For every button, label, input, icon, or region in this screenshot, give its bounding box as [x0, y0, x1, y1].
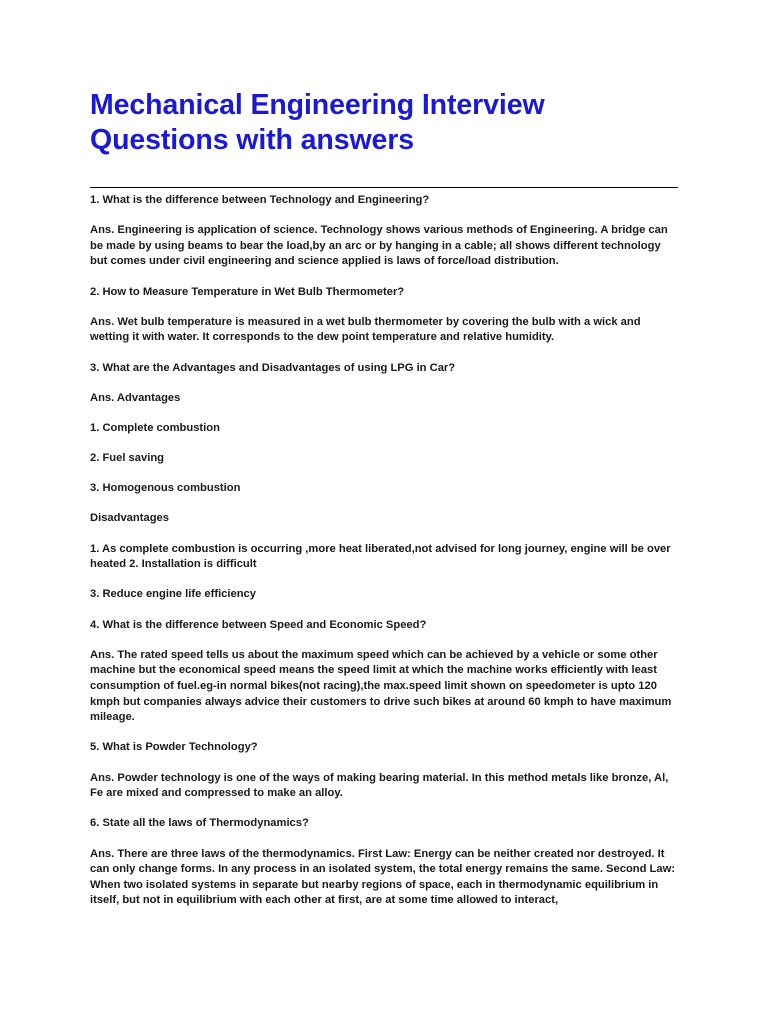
title-divider — [90, 187, 678, 188]
advantage-item-2: 2. Fuel saving — [90, 452, 164, 465]
answer-2: Ans. Wet bulb temperature is measured in a wet bulb thermometer by covering the bulb with a wick and wetting it with water. It corresponds to the dew point temperature and relative humidity. — [90, 315, 641, 344]
question-4: 4. What is the difference between Speed and Economic Speed? — [90, 618, 427, 631]
disadvantages-heading: Disadvantages — [90, 512, 169, 525]
answer-4: Ans. The rated speed tells us about the maximum speed which can be achieved by a vehicle or some other machine but the economical speed means the speed limit at which the machine works efficiently with least consumption of fuel.eg-in normal bikes(not racing),the max.speed limit shown on speedometer is upto 120 kmph but companies always advice their customers to drive such bikes at around 60 kmph to have maximum mileage. — [90, 648, 672, 724]
title-line-1: Mechanical Engineering Interview — [90, 89, 545, 121]
disadvantage-item-3: 3. Reduce engine life efficiency — [90, 588, 257, 601]
advantage-item-1: 1. Complete combustion — [90, 421, 220, 434]
question-3: 3. What are the Advantages and Disadvantages of using LPG in Car? — [90, 361, 456, 374]
disadvantage-item-1-2: 1. As complete combustion is occurring ,more heat liberated,not advised for long journey, engine will be over heated 2. Installation is difficult — [90, 542, 671, 571]
page-title — [90, 88, 678, 158]
question-1: 1. What is the difference between Technology and Engineering? — [90, 194, 430, 206]
question-2: 2. How to Measure Temperature in Wet Bulb Thermometer? — [90, 285, 405, 298]
advantage-item-3: 3. Homogenous combustion — [90, 482, 241, 495]
answer-6: Ans. There are three laws of the thermodynamics. First Law: Energy can be neither created nor destroyed. It can only change forms. In any process in an isolated system, the total energy remains the same. Second Law: When two isolated systems in separate but nearby regions of space, each in thermodynamic equilibrium in itself, but not in equilibrium with each other at first, are at some time allowed to interact, — [90, 847, 676, 907]
document-body — [90, 193, 678, 909]
title-line-2: Questions with answers — [90, 124, 415, 156]
answer-3-advantages-heading: Ans. Advantages — [90, 391, 181, 404]
answer-1: Ans. Engineering is application of science. Technology shows various methods of Engineering. A bridge can be made by using beams to bear the load,by an arc or by hanging in a cable; all shows different technology but comes under civil engineering and science applied is laws of force/load distribution. — [90, 224, 668, 268]
answer-5: Ans. Powder technology is one of the ways of making bearing material. In this method metals like bronze, Al, Fe are mixed and compressed to make an alloy. — [90, 771, 669, 800]
question-6: 6. State all the laws of Thermodynamics? — [90, 817, 309, 830]
question-5: 5. What is Powder Technology? — [90, 741, 258, 754]
